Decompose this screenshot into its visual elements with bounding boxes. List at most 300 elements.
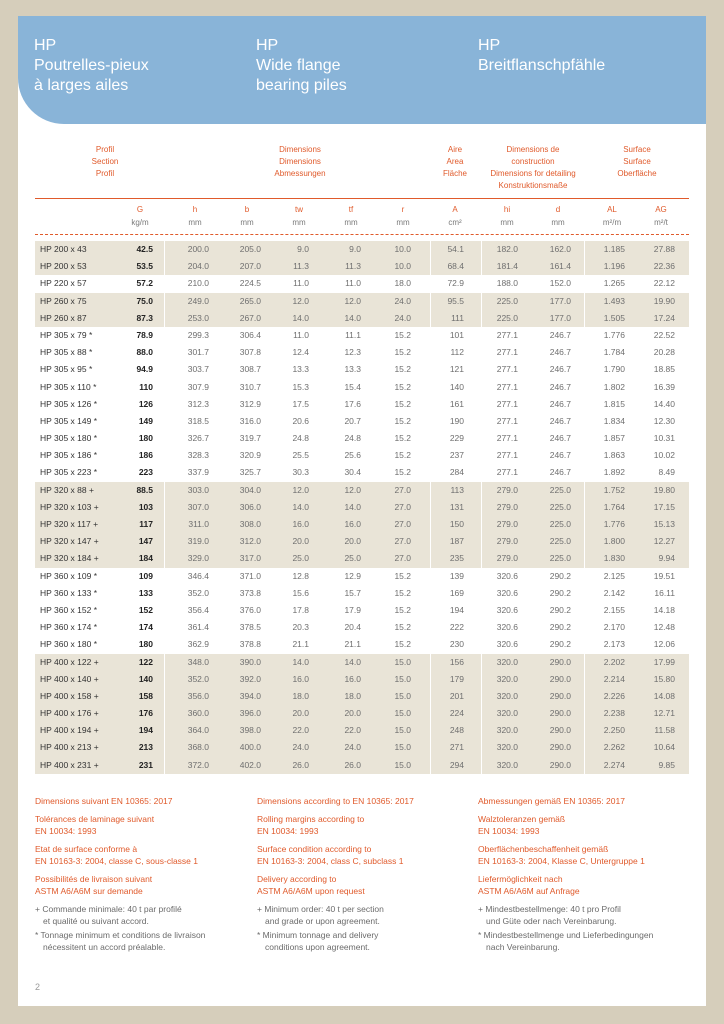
value-cell: 16.0 bbox=[344, 519, 361, 529]
value-cell: 11.0 bbox=[345, 278, 361, 289]
value-cell: 16.0 bbox=[292, 673, 309, 684]
value-cell: 181.4 bbox=[496, 261, 518, 272]
section-name-cell: HP 360 x 152 * bbox=[40, 604, 98, 615]
column-header bbox=[431, 203, 479, 229]
value-cell: 308.0 bbox=[239, 519, 261, 529]
value-cell: 2.262 bbox=[603, 742, 625, 753]
table-row bbox=[35, 550, 689, 567]
value-cell: 109 bbox=[138, 570, 153, 581]
value-cell: 402.0 bbox=[239, 759, 261, 770]
value-cell: 15.0 bbox=[394, 673, 411, 684]
section-name-cell: HP 305 x 126 * bbox=[40, 398, 98, 409]
value-cell: 20.4 bbox=[344, 622, 361, 633]
value-cell: 392.0 bbox=[239, 673, 261, 684]
value-cell: 204.0 bbox=[187, 261, 209, 272]
value-cell: 57.2 bbox=[136, 278, 153, 289]
value-cell: 113 bbox=[450, 484, 464, 495]
value-cell: 20.0 bbox=[292, 536, 309, 547]
section-name-cell: HP 360 x 180 * bbox=[40, 639, 98, 650]
value-cell: 290.2 bbox=[549, 604, 571, 615]
notes-de bbox=[478, 795, 693, 955]
group-line: Dimensions de bbox=[506, 145, 560, 154]
value-cell: 103 bbox=[138, 501, 153, 512]
value-cell: 284 bbox=[449, 467, 464, 478]
value-cell: 222 bbox=[449, 622, 464, 633]
table-row bbox=[35, 499, 689, 516]
column-symbol: tw bbox=[295, 205, 303, 214]
value-cell: 140 bbox=[449, 381, 464, 392]
table-row bbox=[35, 241, 689, 258]
value-cell: 184 bbox=[138, 553, 153, 564]
value-cell: 306.0 bbox=[239, 501, 261, 512]
header-fr-line: à larges ailes bbox=[34, 77, 129, 94]
note-line: nach Vereinbarung. bbox=[486, 942, 560, 952]
value-cell: 17.99 bbox=[653, 656, 675, 667]
column-header bbox=[223, 203, 271, 229]
value-cell: 246.7 bbox=[549, 415, 571, 426]
value-cell: 17.15 bbox=[653, 501, 675, 512]
value-cell: 246.7 bbox=[549, 450, 571, 461]
value-cell: 15.0 bbox=[394, 725, 411, 736]
value-cell: 398.0 bbox=[239, 725, 261, 736]
header-en-line: bearing piles bbox=[256, 77, 347, 94]
value-cell: 20.0 bbox=[344, 536, 361, 547]
value-cell: 290.0 bbox=[549, 708, 571, 719]
note-bullet bbox=[257, 929, 472, 953]
value-cell: 12.30 bbox=[653, 415, 675, 426]
note-line: Surface condition according to bbox=[257, 844, 372, 854]
value-cell: 290.0 bbox=[549, 673, 571, 684]
value-cell: 390.0 bbox=[239, 656, 261, 667]
group-construction bbox=[478, 144, 588, 192]
value-cell: 12.0 bbox=[344, 484, 361, 495]
value-cell: 101 bbox=[449, 329, 464, 340]
section-table bbox=[35, 241, 689, 774]
section-name-cell: HP 320 x 103 + bbox=[40, 501, 99, 512]
value-cell: 149 bbox=[138, 415, 153, 426]
value-cell: 19.90 bbox=[653, 295, 675, 306]
value-cell: 186 bbox=[138, 450, 153, 461]
value-cell: 25.0 bbox=[344, 553, 361, 564]
value-cell: 205.0 bbox=[239, 244, 261, 254]
value-cell: 356.0 bbox=[187, 690, 209, 701]
value-cell: 290.2 bbox=[549, 570, 571, 581]
value-cell: 2.202 bbox=[603, 656, 625, 667]
value-cell: 200.0 bbox=[187, 244, 209, 254]
value-cell: 15.2 bbox=[394, 467, 411, 478]
value-cell: 396.0 bbox=[239, 708, 261, 719]
value-cell: 9.0 bbox=[297, 244, 309, 254]
value-cell: 30.3 bbox=[292, 467, 309, 478]
note-line: EN 10034: 1993 bbox=[478, 826, 540, 836]
group-line: Dimensions bbox=[279, 157, 321, 166]
note-line: nécessitent un accord préalable. bbox=[43, 942, 166, 952]
value-cell: 158 bbox=[138, 690, 153, 701]
group-line: Profil bbox=[95, 145, 115, 154]
value-cell: 1.830 bbox=[603, 553, 625, 564]
value-cell: 301.7 bbox=[187, 347, 209, 358]
value-cell: 147 bbox=[138, 536, 153, 547]
table-row bbox=[35, 722, 689, 739]
value-cell: 320.6 bbox=[496, 622, 518, 633]
value-cell: 20.0 bbox=[344, 708, 361, 719]
note-surface bbox=[257, 843, 472, 867]
value-cell: 21.1 bbox=[292, 639, 309, 650]
column-symbol: b bbox=[244, 205, 250, 214]
value-cell: 1.776 bbox=[603, 519, 625, 529]
value-cell: 14.0 bbox=[344, 656, 361, 667]
value-cell: 30.4 bbox=[344, 467, 361, 478]
value-cell: 179 bbox=[449, 673, 464, 684]
value-cell: 307.8 bbox=[239, 347, 261, 358]
table-row bbox=[35, 585, 689, 602]
value-cell: 94.9 bbox=[136, 364, 153, 375]
table-row bbox=[35, 636, 689, 653]
value-cell: 10.64 bbox=[653, 742, 675, 753]
value-cell: 248 bbox=[449, 725, 464, 736]
value-cell: 207.0 bbox=[239, 261, 261, 272]
value-cell: 368.0 bbox=[187, 742, 209, 753]
value-cell: 267.0 bbox=[239, 312, 261, 323]
table-row bbox=[35, 379, 689, 396]
value-cell: 194 bbox=[449, 604, 464, 615]
note-line: Rolling margins according to bbox=[257, 814, 365, 824]
value-cell: 75.0 bbox=[136, 295, 153, 306]
value-cell: 246.7 bbox=[549, 398, 571, 409]
note-line: and grade or upon agreement. bbox=[265, 916, 380, 926]
value-cell: 11.1 bbox=[345, 329, 361, 340]
table-row bbox=[35, 344, 689, 361]
header-en-line: HP bbox=[256, 37, 279, 54]
value-cell: 14.0 bbox=[292, 501, 309, 512]
value-cell: 22.52 bbox=[653, 329, 675, 340]
value-cell: 9.85 bbox=[658, 759, 675, 770]
value-cell: 15.2 bbox=[394, 450, 411, 461]
column-unit: mm bbox=[188, 218, 202, 227]
value-cell: 1.857 bbox=[603, 433, 625, 444]
value-cell: 372.0 bbox=[187, 759, 209, 770]
value-cell: 15.2 bbox=[394, 329, 411, 340]
value-cell: 290.2 bbox=[549, 639, 571, 650]
value-cell: 1.784 bbox=[603, 347, 625, 358]
value-cell: 27.0 bbox=[394, 536, 411, 547]
value-cell: 15.2 bbox=[394, 433, 411, 444]
value-cell: 225.0 bbox=[496, 295, 518, 306]
value-cell: 311.0 bbox=[188, 519, 209, 529]
value-cell: 15.0 bbox=[394, 656, 411, 667]
note-line: + Mindestbestellmenge: 40 t pro Profil bbox=[478, 904, 621, 914]
value-cell: 356.4 bbox=[187, 604, 209, 615]
value-cell: 346.4 bbox=[187, 570, 209, 581]
value-cell: 26.0 bbox=[292, 759, 309, 770]
section-name-cell: HP 220 x 57 bbox=[40, 278, 87, 289]
header-rule bbox=[35, 198, 689, 199]
value-cell: 1.493 bbox=[603, 295, 625, 306]
value-cell: 2.250 bbox=[603, 725, 625, 736]
value-cell: 2.125 bbox=[603, 570, 625, 581]
value-cell: 180 bbox=[138, 639, 153, 650]
value-cell: 15.13 bbox=[653, 519, 675, 529]
note-line: ASTM A6/A6M upon request bbox=[257, 886, 365, 896]
value-cell: 320.6 bbox=[496, 639, 518, 650]
value-cell: 352.0 bbox=[187, 673, 209, 684]
section-name-cell: HP 305 x 88 * bbox=[40, 347, 93, 358]
value-cell: 10.0 bbox=[394, 261, 411, 272]
column-separator bbox=[584, 241, 585, 778]
value-cell: 27.0 bbox=[394, 501, 411, 512]
note-bullet bbox=[35, 903, 250, 927]
note-delivery bbox=[478, 873, 693, 897]
value-cell: 213 bbox=[138, 742, 153, 753]
page-header bbox=[18, 16, 706, 124]
value-cell: 225.0 bbox=[549, 536, 571, 547]
note-line: + Commande minimale: 40 t par profilé bbox=[35, 904, 182, 914]
value-cell: 1.505 bbox=[603, 312, 625, 323]
note-line: Etat de surface conforme à bbox=[35, 844, 138, 854]
note-line: Delivery according to bbox=[257, 874, 337, 884]
value-cell: 16.0 bbox=[344, 673, 361, 684]
group-dimensions bbox=[250, 144, 350, 180]
value-cell: 352.0 bbox=[187, 587, 209, 598]
note-line: ASTM A6/A6M sur demande bbox=[35, 886, 143, 896]
header-fr-line: HP bbox=[34, 37, 57, 54]
value-cell: 15.80 bbox=[653, 673, 675, 684]
section-name-cell: HP 305 x 95 * bbox=[40, 364, 93, 375]
header-title-en bbox=[256, 36, 347, 96]
column-header bbox=[588, 203, 636, 229]
group-line: Dimensions bbox=[279, 145, 321, 154]
value-cell: 131 bbox=[449, 501, 464, 512]
table-row bbox=[35, 413, 689, 430]
value-cell: 68.4 bbox=[447, 261, 464, 272]
header-title-de bbox=[478, 36, 605, 76]
note-line: + Minimum order: 40 t per section bbox=[257, 904, 384, 914]
value-cell: 25.6 bbox=[344, 450, 361, 461]
page-number: 2 bbox=[35, 982, 41, 992]
value-cell: 9.0 bbox=[349, 244, 361, 254]
note-line: et qualité ou suivant accord. bbox=[43, 916, 149, 926]
section-name-cell: HP 360 x 109 * bbox=[40, 570, 98, 581]
column-unit: kg/m bbox=[131, 218, 149, 227]
group-line: Profil bbox=[95, 169, 115, 178]
note-line: Tolérances de laminage suivant bbox=[35, 814, 155, 824]
value-cell: 277.1 bbox=[496, 364, 518, 375]
table-row bbox=[35, 602, 689, 619]
value-cell: 16.11 bbox=[654, 587, 675, 598]
value-cell: 161.4 bbox=[549, 261, 571, 272]
note-surface bbox=[35, 843, 250, 867]
table-row bbox=[35, 568, 689, 585]
group-line: Oberfläche bbox=[617, 169, 657, 178]
value-cell: 320.6 bbox=[496, 604, 518, 615]
value-cell: 25.0 bbox=[292, 553, 309, 564]
section-name-cell: HP 400 x 194 + bbox=[40, 725, 99, 736]
value-cell: 117 bbox=[139, 519, 153, 529]
group-line: Abmessungen bbox=[274, 169, 326, 178]
value-cell: 24.0 bbox=[344, 742, 361, 753]
value-cell: 312.0 bbox=[239, 536, 261, 547]
value-cell: 24.0 bbox=[292, 742, 309, 753]
column-header bbox=[116, 203, 164, 229]
value-cell: 12.0 bbox=[344, 295, 361, 306]
value-cell: 246.7 bbox=[549, 467, 571, 478]
value-cell: 376.0 bbox=[239, 604, 261, 615]
value-cell: 320.0 bbox=[496, 725, 518, 736]
value-cell: 27.0 bbox=[394, 519, 411, 529]
value-cell: 176 bbox=[138, 708, 153, 719]
value-cell: 290.2 bbox=[549, 622, 571, 633]
column-symbol: d bbox=[555, 205, 561, 214]
value-cell: 249.0 bbox=[187, 295, 209, 306]
value-cell: 88.0 bbox=[136, 347, 153, 358]
value-cell: 11.58 bbox=[654, 725, 675, 736]
value-cell: 312.9 bbox=[239, 398, 261, 409]
table-row bbox=[35, 705, 689, 722]
note-standard: Dimensions according to EN 10365: 2017 bbox=[257, 796, 414, 806]
value-cell: 378.5 bbox=[239, 622, 261, 633]
column-separator bbox=[430, 241, 431, 778]
value-cell: 19.51 bbox=[653, 570, 675, 581]
value-cell: 20.3 bbox=[292, 622, 309, 633]
group-line: construction bbox=[511, 157, 555, 166]
column-header bbox=[171, 203, 219, 229]
section-name-cell: HP 400 x 122 + bbox=[40, 656, 99, 667]
note-bullet bbox=[478, 929, 693, 953]
value-cell: 13.3 bbox=[344, 364, 361, 375]
value-cell: 27.0 bbox=[394, 484, 411, 495]
value-cell: 277.1 bbox=[496, 381, 518, 392]
value-cell: 308.7 bbox=[239, 364, 261, 375]
value-cell: 320.6 bbox=[496, 587, 518, 598]
value-cell: 15.2 bbox=[394, 415, 411, 426]
value-cell: 15.2 bbox=[394, 587, 411, 598]
note-tolerance bbox=[257, 813, 472, 837]
value-cell: 312.3 bbox=[187, 398, 209, 409]
section-name-cell: HP 305 x 180 * bbox=[40, 433, 98, 444]
value-cell: 12.8 bbox=[292, 570, 309, 581]
column-separator bbox=[481, 241, 482, 778]
value-cell: 329.0 bbox=[187, 553, 209, 564]
value-cell: 224 bbox=[449, 708, 464, 719]
value-cell: 18.0 bbox=[344, 690, 361, 701]
note-standard: Dimensions suivant EN 10365: 2017 bbox=[35, 796, 173, 806]
section-name-cell: HP 360 x 174 * bbox=[40, 622, 98, 633]
header-en-line: Wide flange bbox=[256, 57, 341, 74]
value-cell: 133 bbox=[138, 587, 153, 598]
value-cell: 182.0 bbox=[496, 244, 518, 254]
group-line: Area bbox=[446, 157, 464, 166]
column-symbol: r bbox=[401, 205, 405, 214]
section-name-cell: HP 305 x 186 * bbox=[40, 450, 98, 461]
value-cell: 17.9 bbox=[344, 604, 361, 615]
column-symbol: tf bbox=[348, 205, 354, 214]
value-cell: 15.2 bbox=[394, 604, 411, 615]
value-cell: 360.0 bbox=[187, 708, 209, 719]
value-cell: 277.1 bbox=[496, 467, 518, 478]
value-cell: 307.9 bbox=[187, 381, 209, 392]
value-cell: 152.0 bbox=[549, 278, 571, 289]
table-row bbox=[35, 482, 689, 499]
value-cell: 2.238 bbox=[603, 708, 625, 719]
value-cell: 15.2 bbox=[394, 570, 411, 581]
table-row bbox=[35, 516, 689, 533]
table-row bbox=[35, 688, 689, 705]
value-cell: 246.7 bbox=[549, 347, 571, 358]
value-cell: 290.0 bbox=[549, 742, 571, 753]
value-cell: 110 bbox=[139, 381, 153, 392]
value-cell: 15.6 bbox=[292, 587, 309, 598]
value-cell: 10.31 bbox=[653, 433, 675, 444]
value-cell: 320.6 bbox=[496, 570, 518, 581]
value-cell: 180 bbox=[138, 433, 153, 444]
table-row bbox=[35, 757, 689, 774]
value-cell: 316.0 bbox=[239, 415, 261, 426]
group-line: Section bbox=[91, 157, 119, 166]
value-cell: 1.776 bbox=[603, 329, 625, 340]
column-unit: m²/t bbox=[654, 218, 668, 227]
value-cell: 15.2 bbox=[394, 622, 411, 633]
column-header bbox=[327, 203, 375, 229]
column-unit: mm bbox=[344, 218, 358, 227]
value-cell: 277.1 bbox=[496, 415, 518, 426]
section-name-cell: HP 320 x 117 + bbox=[40, 519, 99, 529]
value-cell: 161 bbox=[449, 398, 464, 409]
table-row bbox=[35, 619, 689, 636]
column-symbol: hi bbox=[503, 205, 511, 214]
table-row bbox=[35, 361, 689, 378]
note-line: EN 10163-3: 2004, classe C, sous-classe 1 bbox=[35, 856, 199, 866]
note-line: EN 10163-3: 2004, Klasse C, Untergruppe 1 bbox=[478, 856, 645, 866]
value-cell: 22.36 bbox=[653, 261, 675, 272]
section-name-cell: HP 305 x 223 * bbox=[40, 467, 98, 478]
value-cell: 150 bbox=[449, 519, 464, 529]
value-cell: 19.80 bbox=[653, 484, 675, 495]
value-cell: 12.3 bbox=[344, 347, 361, 358]
value-cell: 194 bbox=[138, 725, 153, 736]
value-cell: 24.0 bbox=[394, 312, 411, 323]
value-cell: 319.7 bbox=[239, 433, 261, 444]
column-unit: mm bbox=[551, 218, 565, 227]
table-row bbox=[35, 275, 689, 292]
header-de-line: Breitflanschpfähle bbox=[478, 57, 606, 74]
column-unit: mm bbox=[396, 218, 410, 227]
table-row bbox=[35, 671, 689, 688]
value-cell: 371.0 bbox=[239, 570, 261, 581]
value-cell: 14.0 bbox=[344, 312, 361, 323]
notes-en bbox=[257, 795, 472, 955]
value-cell: 277.1 bbox=[496, 347, 518, 358]
value-cell: 310.7 bbox=[239, 381, 261, 392]
value-cell: 279.0 bbox=[496, 484, 518, 495]
column-header bbox=[534, 203, 582, 229]
value-cell: 210.0 bbox=[187, 278, 209, 289]
column-unit: m²/m bbox=[602, 218, 622, 227]
table-row bbox=[35, 654, 689, 671]
value-cell: 1.764 bbox=[603, 501, 625, 512]
value-cell: 320.0 bbox=[496, 673, 518, 684]
header-title-fr bbox=[34, 36, 149, 96]
value-cell: 12.71 bbox=[653, 708, 675, 719]
value-cell: 9.94 bbox=[658, 553, 675, 564]
value-cell: 318.5 bbox=[187, 415, 209, 426]
value-cell: 95.5 bbox=[447, 295, 464, 306]
value-cell: 156 bbox=[449, 656, 464, 667]
value-cell: 20.28 bbox=[653, 347, 675, 358]
value-cell: 18.0 bbox=[292, 690, 309, 701]
value-cell: 1.790 bbox=[603, 364, 625, 375]
column-symbol: h bbox=[192, 205, 198, 214]
note-line: * Mindestbestellmenge und Lieferbedingungen bbox=[478, 930, 654, 940]
